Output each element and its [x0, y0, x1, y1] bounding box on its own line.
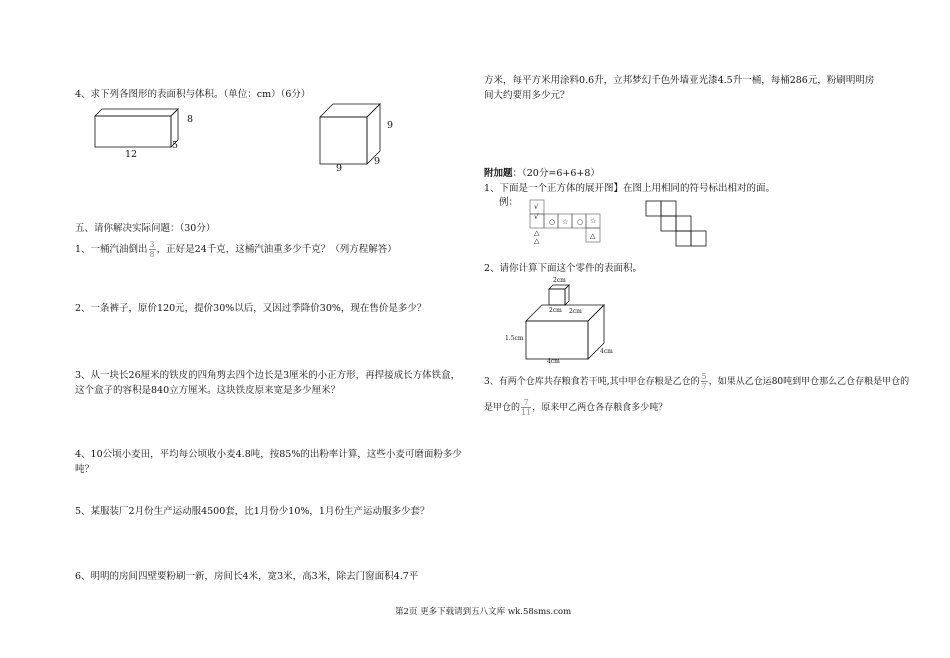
- cube-side-label: 9: [387, 120, 394, 131]
- net-symbol-triangle-1: △: [534, 229, 540, 237]
- net-symbol-triangle-2: △: [590, 232, 596, 240]
- net-symbol-star-1: ☆: [562, 218, 569, 226]
- part-depth-label: 4cm: [600, 348, 613, 355]
- cuboid-length-label: 12: [125, 149, 138, 160]
- problem-1-prefix: 1、一桶汽油倒出: [75, 244, 148, 255]
- bonus-question-1: 1、下面是一个正方体的展开图】在图上用相同的符号标出相对的面。: [484, 183, 776, 194]
- net-symbol-check-2: √: [534, 213, 539, 221]
- problem-6-continued: 方米，每平方米用涂料0.6升，立邦梦幻千色外墙亚光漆4.5升一桶，每桶286元，粉刷明明房间大约要用多少元？: [484, 75, 875, 101]
- bonus-question-3-line-2: 是甲仓的 $\frac{7}{11}$ ，原来甲乙两仓各存粮食多少吨？: [484, 398, 668, 417]
- problem-1: [75, 240, 397, 259]
- page-footer: 第2页 更多下载请到五八文库 wk.58sms.com: [395, 607, 572, 617]
- bonus-question-2: 2、请你计算下面这个零件的表面积。: [484, 263, 643, 274]
- bonus-question-3-line-1: [484, 372, 909, 392]
- part-small-side-label: 2cm: [569, 308, 582, 315]
- bonus-heading: [484, 167, 600, 181]
- net-symbol-check-1: √: [534, 203, 539, 211]
- problem-4: 4、10公顷小麦田，平均每公顷收小麦4.8吨，按85%的出粉率计算，这些小麦可磨面粉多少吨？: [75, 449, 462, 475]
- cuboid-figure: [92, 108, 202, 160]
- example-label: 例：: [499, 197, 519, 208]
- cuboid-height-label: 8: [187, 114, 194, 125]
- net-symbol-star-2: ☆: [590, 217, 597, 225]
- net-symbol-circle-2: ○: [577, 218, 584, 226]
- problem-3: 3、从一块长26厘米的铁皮的四角剪去四个边长是3厘米的小正方形，再捍接成长方体铁盒，这个盒子的容积是840立方厘米。这块铁皮原来宽是多少厘米？: [75, 370, 461, 396]
- q4-title: 4、求下列各图形的表面积与体积。（单位：cm）（6分）: [75, 89, 311, 100]
- problem-2: 2、一条裤子，原价120元，提价30%以后，又因过季降价30%，现在售价是多少？: [75, 303, 427, 314]
- bonus-score: ：（20分=6+6+8）: [512, 168, 600, 179]
- problem-1-suffix: ，正好是24千克，这桶汽油重多少千克？（列方程解答）: [156, 244, 397, 255]
- bonus-title: 附加题: [484, 168, 513, 179]
- blank-cube-net: [645, 200, 715, 250]
- problem-5: 5、某服装厂2月份生产运动服4500套，比1月份少10%，1月份生产运动服多少套？: [75, 506, 430, 517]
- bonus-question-3-suffix: ，原来甲乙两仓各存粮食多少吨？: [532, 403, 668, 413]
- net-symbol-triangle-extra: △: [534, 237, 540, 245]
- part-length-label: 4cm: [547, 358, 560, 365]
- section-5-title: 五、请你解决实际问题：（30分）: [75, 223, 216, 234]
- example-cube-net: [529, 199, 604, 247]
- net-symbol-circle-1: ○: [549, 218, 556, 226]
- fraction-3-8: $\frac{3}{8}$: [149, 240, 155, 259]
- cube-bottom-label: 9: [336, 163, 343, 174]
- cuboid-width-label: 5: [172, 140, 179, 151]
- bonus-question-3-prefix: 3、有两个仓库共存粮食若干吨,其中甲仓存粮是乙仓的: [484, 377, 700, 387]
- bonus-question-3-mid: ，如果从乙仓运80吨到甲仓那么乙仓存粮是甲仓的: [708, 377, 910, 387]
- part-height-label: 1.5cm: [505, 335, 524, 342]
- part-top-label: 2cm: [553, 277, 566, 284]
- fraction-7-11: $\frac{7}{11}$: [521, 398, 532, 417]
- fraction-5-7: $\frac{5}{7}$: [701, 372, 707, 391]
- part-small-front-label: 2cm: [549, 307, 562, 314]
- problem-6: 6、明明的房间四壁要粉刷一新，房间长4米，宽3米，高3米，除去门窗面积4.7平: [75, 571, 419, 582]
- cube-depth-label: 9: [374, 156, 381, 167]
